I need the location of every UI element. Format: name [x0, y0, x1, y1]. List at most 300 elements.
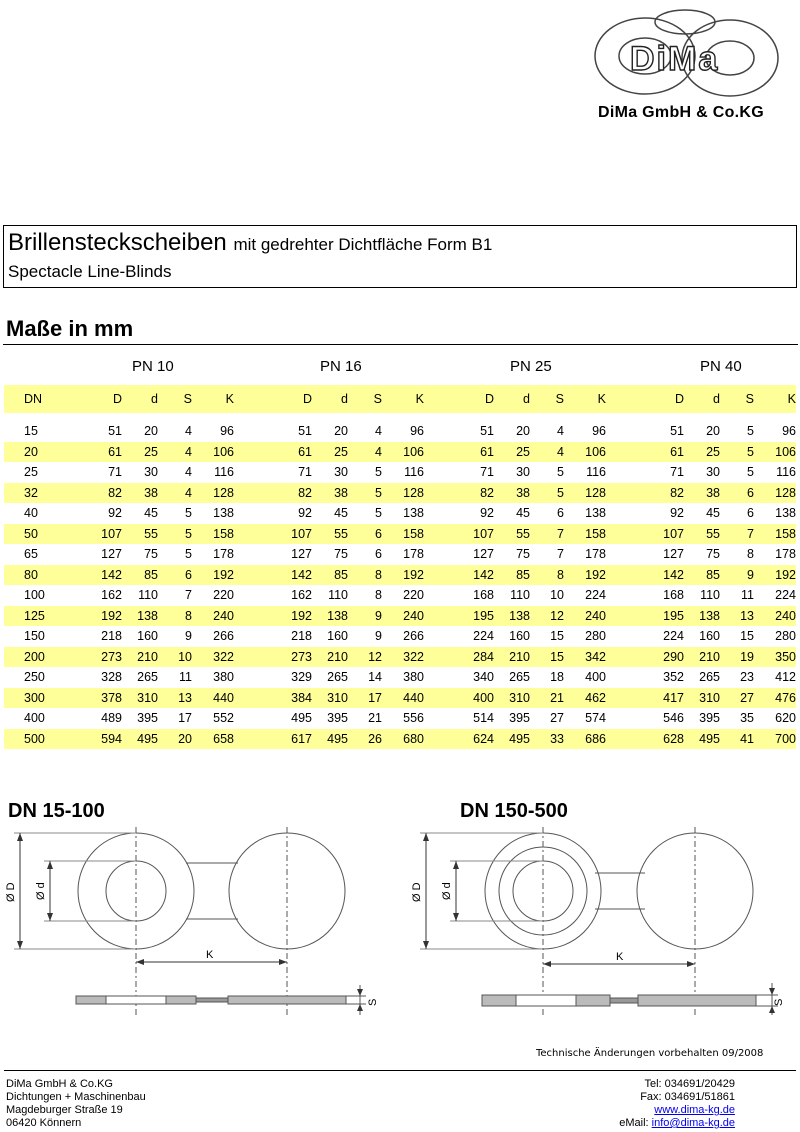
table-cell: 27	[550, 711, 564, 726]
table-cell: 5	[720, 442, 754, 463]
table-row	[4, 708, 796, 729]
table-cell: 4	[530, 442, 564, 463]
table-cell: 96	[410, 424, 424, 439]
table-cell: 224	[775, 588, 796, 603]
table-cell: 178	[403, 547, 424, 562]
table-cell: 192	[564, 565, 606, 586]
column-header: D	[606, 385, 684, 413]
table-cell: 160	[327, 629, 348, 644]
table-cell: 290	[606, 647, 684, 668]
table-cell: 11	[741, 588, 754, 603]
cell-dn: 300	[4, 688, 64, 709]
table-cell: 224	[663, 629, 684, 644]
table-cell: 380	[213, 670, 234, 685]
cell-dn: 20	[4, 442, 64, 463]
table-cell: 38	[684, 483, 720, 504]
table-cell: 168	[473, 588, 494, 603]
table-row	[4, 503, 796, 524]
table-cell: 273	[64, 647, 122, 668]
table-cell: 138	[122, 606, 158, 627]
table-cell: 38	[312, 483, 348, 504]
table-cell: 92	[108, 506, 122, 521]
column-header: K	[754, 385, 796, 413]
heading-rule	[3, 344, 798, 345]
table-cell: 71	[298, 465, 312, 480]
table-cell: 26	[348, 729, 382, 750]
table-cell: 322	[192, 647, 234, 668]
table-cell: 61	[424, 442, 494, 463]
table-cell: 107	[234, 524, 312, 545]
table-cell: 310	[312, 688, 348, 709]
table-cell: 476	[754, 688, 796, 709]
table-row	[4, 647, 796, 668]
table-cell: 20	[334, 424, 348, 439]
table-cell: 620	[775, 711, 796, 726]
table-cell: 552	[213, 711, 234, 726]
table-cell: 329	[291, 670, 312, 685]
table-cell: 15	[550, 629, 564, 644]
table-cell: 45	[334, 506, 348, 521]
table-cell: 160	[509, 629, 530, 644]
table-cell: 8	[747, 547, 754, 562]
cell-dn: 40	[24, 506, 38, 521]
table-cell: 75	[706, 547, 720, 562]
table-cell: 71	[670, 465, 684, 480]
table-cell: 20	[158, 729, 192, 750]
table-cell: 265	[137, 670, 158, 685]
table-cell: 142	[234, 565, 312, 586]
table-cell: 82	[234, 483, 312, 504]
table-header-row	[4, 385, 796, 413]
table-cell: 4	[185, 424, 192, 439]
table-cell: 160	[699, 629, 720, 644]
table-cell: 51	[670, 424, 684, 439]
label-K: K	[616, 951, 624, 963]
column-header: D	[424, 385, 494, 413]
table-cell: 13	[720, 606, 754, 627]
table-cell: 6	[747, 506, 754, 521]
table-row	[4, 544, 796, 565]
cell-dn: 65	[24, 547, 38, 562]
label-diameter-d: Ø d	[35, 882, 47, 900]
email-label: eMail:	[619, 1117, 652, 1129]
table-cell: 17	[178, 711, 192, 726]
table-cell: 6	[158, 565, 192, 586]
column-header: K	[382, 385, 424, 413]
table-cell: 224	[473, 629, 494, 644]
revision-note: Technische Änderungen vorbehalten 09/2008	[536, 1048, 764, 1059]
table-cell: 5	[348, 483, 382, 504]
company-logo	[590, 8, 785, 98]
table-cell: 192	[234, 606, 312, 627]
table-cell: 395	[327, 711, 348, 726]
footer-line: DiMa GmbH & Co.KG	[6, 1078, 113, 1090]
table-cell: 158	[754, 524, 796, 545]
table-row	[4, 442, 796, 463]
column-header: d	[494, 385, 530, 413]
table-cell: 82	[606, 483, 684, 504]
table-cell: 495	[494, 729, 530, 750]
table-cell: 4	[158, 442, 192, 463]
table-cell: 30	[516, 465, 530, 480]
column-header: S	[348, 385, 382, 413]
table-cell: 142	[64, 565, 122, 586]
diagram-title: DN 150-500	[460, 800, 568, 822]
table-cell: 30	[334, 465, 348, 480]
table-cell: 30	[144, 465, 158, 480]
table-cell: 82	[64, 483, 122, 504]
label-S: S	[367, 998, 379, 1006]
footer-fax: Fax: 034691/51861	[640, 1091, 735, 1103]
table-cell: 400	[585, 670, 606, 685]
table-cell: 5	[158, 524, 192, 545]
table-cell: 6	[348, 524, 382, 545]
table-cell: 266	[213, 629, 234, 644]
table-cell: 96	[782, 424, 796, 439]
table-cell: 546	[663, 711, 684, 726]
table-cell: 15	[740, 629, 754, 644]
column-header: D	[234, 385, 312, 413]
table-cell: 61	[234, 442, 312, 463]
table-cell: 178	[775, 547, 796, 562]
title-main	[8, 229, 492, 257]
table-cell: 440	[382, 688, 424, 709]
table-cell: 514	[473, 711, 494, 726]
table-cell: 18	[550, 670, 564, 685]
table-cell: 142	[424, 565, 494, 586]
table-cell: 218	[291, 629, 312, 644]
table-cell: 224	[585, 588, 606, 603]
logo-text: DiMa	[630, 40, 720, 78]
table-cell: 210	[684, 647, 720, 668]
table-cell: 160	[137, 629, 158, 644]
table-cell: 273	[234, 647, 312, 668]
table-cell: 106	[382, 442, 424, 463]
table-cell: 265	[699, 670, 720, 685]
table-cell: 19	[720, 647, 754, 668]
table-row	[4, 421, 796, 442]
table-row	[4, 565, 796, 586]
label-diameter-D: Ø D	[411, 882, 423, 902]
table-cell: 280	[775, 629, 796, 644]
label-K: K	[206, 949, 214, 961]
table-cell: 400	[424, 688, 494, 709]
diagram-dn15-100	[0, 825, 400, 1015]
table-cell: 51	[298, 424, 312, 439]
table-cell: 38	[122, 483, 158, 504]
table-cell: 33	[530, 729, 564, 750]
table-cell: 210	[312, 647, 348, 668]
table-cell: 265	[509, 670, 530, 685]
column-header: S	[530, 385, 564, 413]
table-cell: 142	[606, 565, 684, 586]
pn-group-header: PN 16	[320, 358, 362, 375]
table-cell: 7	[530, 524, 564, 545]
cell-dn: 15	[24, 424, 38, 439]
table-cell: 82	[424, 483, 494, 504]
table-cell: 116	[776, 465, 796, 480]
table-cell: 495	[291, 711, 312, 726]
table-cell: 110	[328, 588, 348, 603]
cell-dn: 50	[4, 524, 64, 545]
table-row	[4, 688, 796, 709]
column-header: K	[564, 385, 606, 413]
table-cell: 96	[592, 424, 606, 439]
table-cell: 35	[740, 711, 754, 726]
column-header: S	[720, 385, 754, 413]
table-cell: 395	[137, 711, 158, 726]
table-cell: 21	[530, 688, 564, 709]
table-cell: 128	[564, 483, 606, 504]
table-cell: 12	[348, 647, 382, 668]
table-cell: 10	[550, 588, 564, 603]
column-header: d	[312, 385, 348, 413]
table-cell: 92	[480, 506, 494, 521]
table-cell: 322	[382, 647, 424, 668]
table-cell: 128	[754, 483, 796, 504]
cell-dn: 400	[24, 711, 45, 726]
column-header: D	[64, 385, 122, 413]
table-cell: 75	[144, 547, 158, 562]
table-cell: 106	[192, 442, 234, 463]
table-cell: 110	[138, 588, 158, 603]
table-cell: 162	[101, 588, 122, 603]
column-header: S	[158, 385, 192, 413]
table-cell: 192	[64, 606, 122, 627]
table-cell: 218	[101, 629, 122, 644]
column-header: K	[192, 385, 234, 413]
table-cell: 4	[185, 465, 192, 480]
table-cell: 8	[158, 606, 192, 627]
table-cell: 700	[754, 729, 796, 750]
table-cell: 41	[720, 729, 754, 750]
table-cell: 45	[706, 506, 720, 521]
table-cell: 21	[368, 711, 382, 726]
table-cell: 85	[312, 565, 348, 586]
table-cell: 110	[510, 588, 530, 603]
cell-dn: 150	[24, 629, 45, 644]
table-cell: 106	[564, 442, 606, 463]
table-cell: 266	[403, 629, 424, 644]
table-cell: 8	[348, 565, 382, 586]
table-cell: 7	[185, 588, 192, 603]
table-cell: 61	[606, 442, 684, 463]
table-cell: 686	[564, 729, 606, 750]
table-cell: 5	[375, 465, 382, 480]
table-cell: 280	[585, 629, 606, 644]
table-cell: 25	[684, 442, 720, 463]
table-cell: 168	[663, 588, 684, 603]
table-cell: 6	[720, 483, 754, 504]
table-cell: 328	[101, 670, 122, 685]
table-cell: 92	[670, 506, 684, 521]
table-row	[4, 524, 796, 545]
table-cell: 9	[375, 629, 382, 644]
table-cell: 220	[403, 588, 424, 603]
table-cell: 495	[684, 729, 720, 750]
footer-tel: Tel: 034691/20429	[644, 1078, 735, 1090]
table-cell: 51	[108, 424, 122, 439]
table-cell: 412	[775, 670, 796, 685]
table-cell: 61	[64, 442, 122, 463]
table-cell: 310	[684, 688, 720, 709]
table-cell: 25	[312, 442, 348, 463]
table-cell: 9	[185, 629, 192, 644]
table-cell: 4	[158, 483, 192, 504]
table-cell: 378	[64, 688, 122, 709]
table-cell: 210	[122, 647, 158, 668]
cell-dn: 125	[4, 606, 64, 627]
table-cell: 51	[480, 424, 494, 439]
table-cell: 55	[684, 524, 720, 545]
table-cell: 220	[213, 588, 234, 603]
table-cell: 7	[720, 524, 754, 545]
footer-address	[6, 1078, 146, 1130]
table-cell: 116	[586, 465, 606, 480]
table-cell: 350	[754, 647, 796, 668]
table-row	[4, 606, 796, 627]
pn-group-header: PN 40	[700, 358, 742, 375]
table-cell: 107	[64, 524, 122, 545]
table-cell: 116	[214, 465, 234, 480]
table-cell: 55	[312, 524, 348, 545]
table-cell: 310	[122, 688, 158, 709]
table-cell: 5	[747, 465, 754, 480]
dimensions-table	[4, 385, 796, 749]
email-link[interactable]: info@dima-kg.de	[651, 1117, 735, 1129]
pn-group-header: PN 25	[510, 358, 552, 375]
table-cell: 4	[557, 424, 564, 439]
table-cell: 628	[606, 729, 684, 750]
table-cell: 4	[375, 424, 382, 439]
table-cell: 17	[348, 688, 382, 709]
table-cell: 352	[663, 670, 684, 685]
table-cell: 284	[424, 647, 494, 668]
table-cell: 116	[404, 465, 424, 480]
table-cell: 342	[564, 647, 606, 668]
cell-dn: 25	[24, 465, 38, 480]
table-cell: 680	[382, 729, 424, 750]
table-cell: 85	[494, 565, 530, 586]
table-cell: 192	[382, 565, 424, 586]
table-cell: 8	[530, 565, 564, 586]
table-row	[4, 667, 796, 688]
table-cell: 106	[754, 442, 796, 463]
table-cell: 20	[516, 424, 530, 439]
cell-dn: 500	[4, 729, 64, 750]
table-cell: 138	[775, 506, 796, 521]
table-cell: 138	[585, 506, 606, 521]
footer-rule	[4, 1070, 796, 1071]
table-cell: 71	[480, 465, 494, 480]
table-cell: 340	[473, 670, 494, 685]
table-cell: 9	[720, 565, 754, 586]
table-cell: 27	[720, 688, 754, 709]
table-cell: 11	[179, 670, 192, 685]
title-main-text: Brillensteckscheiben	[8, 229, 227, 256]
table-cell: 138	[312, 606, 348, 627]
table-cell: 127	[101, 547, 122, 562]
table-cell: 240	[754, 606, 796, 627]
table-cell: 310	[494, 688, 530, 709]
table-cell: 85	[122, 565, 158, 586]
website-link[interactable]: www.dima-kg.de	[654, 1104, 735, 1116]
table-cell: 658	[192, 729, 234, 750]
table-cell: 71	[108, 465, 122, 480]
table-cell: 395	[509, 711, 530, 726]
table-cell: 85	[684, 565, 720, 586]
table-cell: 195	[424, 606, 494, 627]
table-cell: 107	[606, 524, 684, 545]
table-cell: 14	[368, 670, 382, 685]
cell-dn: 250	[24, 670, 45, 685]
cell-dn: 100	[24, 588, 45, 603]
footer-line: Dichtungen + Maschinenbau	[6, 1091, 146, 1103]
table-cell: 265	[327, 670, 348, 685]
diagram-dn150-500	[400, 825, 800, 1015]
table-cell: 75	[334, 547, 348, 562]
label-diameter-d: Ø d	[441, 882, 453, 900]
table-cell: 55	[122, 524, 158, 545]
table-cell: 574	[585, 711, 606, 726]
table-cell: 7	[557, 547, 564, 562]
footer-contact	[619, 1078, 735, 1130]
table-cell: 92	[298, 506, 312, 521]
table-cell: 210	[494, 647, 530, 668]
table-row	[4, 462, 796, 483]
table-cell: 38	[494, 483, 530, 504]
table-cell: 128	[382, 483, 424, 504]
table-cell: 107	[424, 524, 494, 545]
title-english: Spectacle Line-Blinds	[8, 262, 172, 281]
table-cell: 25	[122, 442, 158, 463]
table-cell: 495	[122, 729, 158, 750]
table-cell: 495	[312, 729, 348, 750]
table-cell: 45	[516, 506, 530, 521]
cell-dn: 80	[4, 565, 64, 586]
table-cell: 20	[706, 424, 720, 439]
table-cell: 12	[530, 606, 564, 627]
column-header: d	[122, 385, 158, 413]
table-cell: 489	[101, 711, 122, 726]
table-cell: 617	[234, 729, 312, 750]
table-cell: 9	[348, 606, 382, 627]
table-cell: 417	[606, 688, 684, 709]
table-cell: 158	[192, 524, 234, 545]
table-row	[4, 729, 796, 750]
footer-line: Magdeburger Straße 19	[6, 1104, 123, 1116]
table-cell: 127	[663, 547, 684, 562]
title-sub-text: mit gedrehter Dichtfläche Form B1	[233, 235, 493, 254]
table-cell: 192	[192, 565, 234, 586]
table-cell: 240	[192, 606, 234, 627]
company-name: DiMa GmbH & Co.KG	[598, 104, 764, 121]
table-cell: 127	[291, 547, 312, 562]
table-cell: 624	[424, 729, 494, 750]
table-cell: 110	[700, 588, 720, 603]
table-cell: 440	[192, 688, 234, 709]
table-cell: 158	[564, 524, 606, 545]
table-cell: 138	[213, 506, 234, 521]
diagram-title: DN 15-100	[8, 800, 105, 822]
table-cell: 395	[699, 711, 720, 726]
table-cell: 30	[706, 465, 720, 480]
table-cell: 5	[375, 506, 382, 521]
table-row	[4, 585, 796, 606]
table-cell: 5	[185, 547, 192, 562]
table-cell: 128	[192, 483, 234, 504]
table-cell: 4	[348, 442, 382, 463]
